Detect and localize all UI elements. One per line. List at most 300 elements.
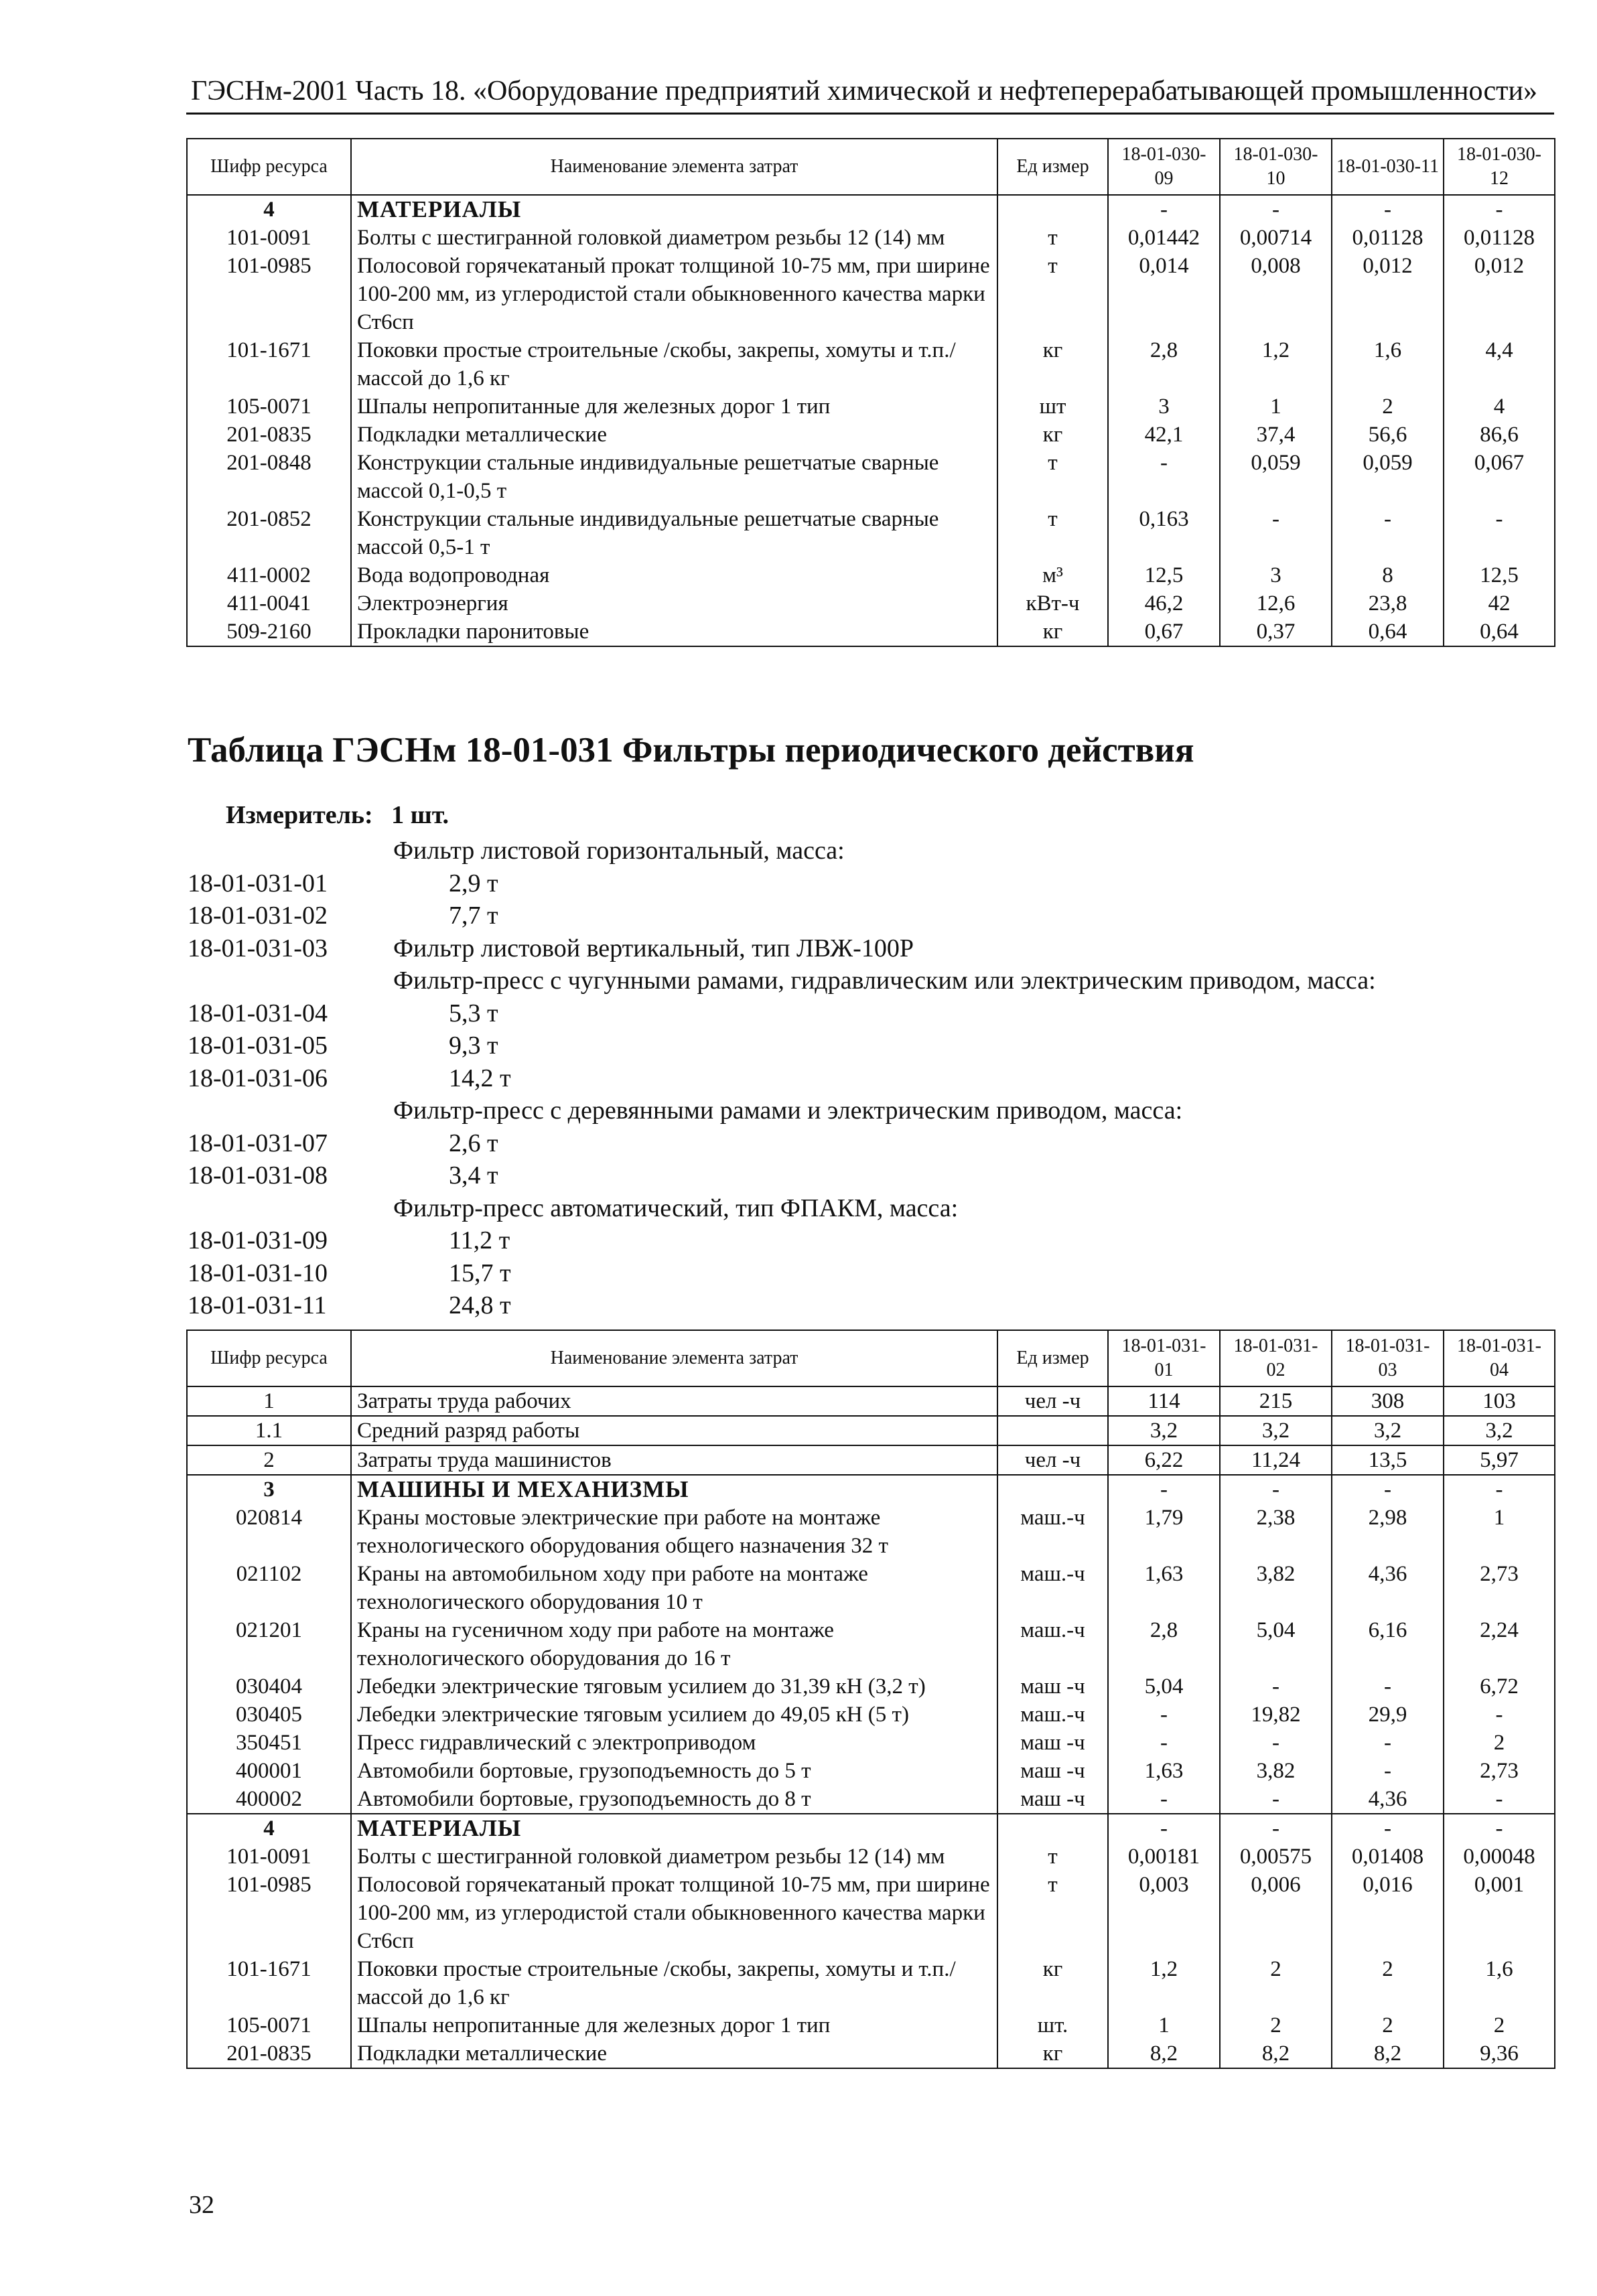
value-cell: 2,73	[1444, 1560, 1555, 1616]
resource-code: 411-0002	[187, 561, 351, 589]
spec-mass: 11,2 т	[449, 1226, 510, 1254]
spec-mass: 7,7 т	[449, 902, 498, 930]
resource-code: 101-1671	[187, 336, 351, 392]
resource-name: Подкладки металлические	[351, 2039, 997, 2068]
spec-line	[188, 1224, 1554, 1257]
meter-row	[226, 800, 449, 830]
value-cell: 5,04	[1108, 1672, 1220, 1701]
section-row	[187, 195, 1555, 224]
resource-name: Болты с шестигранной головкой диаметром резьбы 12 (14) мм	[351, 224, 997, 252]
unit-cell: маш -ч	[997, 1672, 1108, 1701]
spec-mass: 2,9 т	[449, 869, 498, 898]
value-cell: 0,016	[1332, 1871, 1444, 1955]
value-cell: -	[1108, 1814, 1220, 1843]
resource-code: 020814	[187, 1504, 351, 1560]
value-cell: -	[1108, 1701, 1220, 1729]
value-cell: -	[1108, 1729, 1220, 1757]
spec-description: Фильтр-пресс автоматический, тип ФПАКМ, масса:	[393, 1194, 959, 1222]
table-row	[187, 1445, 1555, 1475]
header-code: Шифр ресурса	[187, 139, 351, 195]
value-cell: 0,01128	[1444, 224, 1555, 252]
value-cell: -	[1220, 1785, 1332, 1814]
resource-name: Электроэнергия	[351, 589, 997, 618]
resource-code: 4	[187, 195, 351, 224]
value-cell: 12,6	[1220, 589, 1332, 618]
spec-description: Фильтр-пресс с деревянными рамами и электрическим приводом, масса:	[393, 1096, 1183, 1125]
spec-mass: 14,2 т	[449, 1064, 511, 1092]
unit-cell: маш -ч	[997, 1729, 1108, 1757]
value-cell: 3,2	[1108, 1416, 1220, 1445]
unit-cell	[997, 1416, 1108, 1445]
spec-line	[188, 835, 1554, 867]
unit-cell: чел -ч	[997, 1445, 1108, 1475]
resource-code: 101-1671	[187, 1955, 351, 2011]
table-row	[187, 1560, 1555, 1616]
value-cell: -	[1108, 195, 1220, 224]
resource-code: 101-0091	[187, 224, 351, 252]
value-cell: 8,2	[1332, 2039, 1444, 2068]
value-cell: 2,98	[1332, 1504, 1444, 1560]
spec-mass: 2,6 т	[449, 1129, 498, 1157]
value-cell: 6,22	[1108, 1445, 1220, 1475]
value-cell: 103	[1444, 1386, 1555, 1416]
resource-code: 105-0071	[187, 392, 351, 421]
value-cell: 42,1	[1108, 421, 1220, 449]
value-cell: 0,008	[1220, 252, 1332, 336]
resource-code: 400002	[187, 1785, 351, 1814]
resource-name: Лебедки электрические тяговым усилием до 31,39 кН (3,2 т)	[351, 1672, 997, 1701]
unit-cell: т	[997, 1843, 1108, 1871]
spec-line	[188, 932, 1554, 965]
header-rule	[186, 113, 1554, 115]
value-cell: 0,014	[1108, 252, 1220, 336]
resource-name: Поковки простые строительные /скобы, закрепы, хомуты и т.п./ массой до 1,6 кг	[351, 336, 997, 392]
running-header: ГЭСНм-2001 Часть 18. «Оборудование предприятий химической и нефтеперерабатывающей промышленности»	[191, 76, 1537, 106]
value-cell: 42	[1444, 589, 1555, 618]
value-cell: -	[1332, 1672, 1444, 1701]
value-cell: 19,82	[1220, 1701, 1332, 1729]
value-cell: -	[1108, 1785, 1220, 1814]
value-cell: 2	[1332, 1955, 1444, 2011]
unit-cell: т	[997, 449, 1108, 505]
spec-line	[188, 1289, 1554, 1322]
table-row	[187, 505, 1555, 561]
value-cell: 2,24	[1444, 1616, 1555, 1672]
resource-code: 4	[187, 1814, 351, 1843]
value-cell: 1	[1444, 1504, 1555, 1560]
spec-line	[188, 1062, 1554, 1095]
value-cell: -	[1444, 1701, 1555, 1729]
spec-code: 18-01-031-11	[188, 1291, 327, 1319]
value-cell: -	[1332, 1757, 1444, 1785]
value-cell: 0,012	[1332, 252, 1444, 336]
value-cell: 2,8	[1108, 336, 1220, 392]
value-cell: 3,82	[1220, 1757, 1332, 1785]
resource-name: Затраты труда рабочих	[351, 1386, 997, 1416]
value-cell: 0,003	[1108, 1871, 1220, 1955]
resource-name: Автомобили бортовые, грузоподъемность до 5 т	[351, 1757, 997, 1785]
header-name: Наименование элемента затрат	[351, 1330, 997, 1386]
table-row	[187, 252, 1555, 336]
value-cell: 1	[1108, 2011, 1220, 2039]
value-cell: 2	[1444, 1729, 1555, 1757]
value-cell: -	[1444, 1475, 1555, 1504]
header-col-4: 18-01-031-04	[1444, 1330, 1555, 1386]
value-cell: 37,4	[1220, 421, 1332, 449]
value-cell: 0,059	[1332, 449, 1444, 505]
table-row	[187, 336, 1555, 392]
value-cell: 3,2	[1444, 1416, 1555, 1445]
value-cell: 1,79	[1108, 1504, 1220, 1560]
value-cell: 3,2	[1220, 1416, 1332, 1445]
table-body	[187, 195, 1555, 646]
unit-cell: маш.-ч	[997, 1560, 1108, 1616]
value-cell: -	[1332, 505, 1444, 561]
resource-name: Полосовой горячекатаный прокат толщиной 10-75 мм, при ширине 100-200 мм, из углеродистой стали обыкновенного качества марки Ст6сп	[351, 252, 997, 336]
header-col-4: 18-01-030-12	[1444, 139, 1555, 195]
unit-cell: шт.	[997, 2011, 1108, 2039]
value-cell: 1,63	[1108, 1757, 1220, 1785]
value-cell: 0,006	[1220, 1871, 1332, 1955]
value-cell: 0,00048	[1444, 1843, 1555, 1871]
unit-cell	[997, 1475, 1108, 1504]
spec-line	[188, 964, 1554, 997]
resource-name: Пресс гидравлический с электроприводом	[351, 1729, 997, 1757]
spec-line	[188, 1127, 1554, 1160]
table-row	[187, 1843, 1555, 1871]
table-header	[187, 139, 1555, 195]
value-cell: 23,8	[1332, 589, 1444, 618]
resource-table-2	[186, 1330, 1555, 2069]
value-cell: -	[1220, 1475, 1332, 1504]
header-unit: Ед измер	[997, 139, 1108, 195]
resource-code: 411-0041	[187, 589, 351, 618]
table-row	[187, 1871, 1555, 1955]
resource-name: Автомобили бортовые, грузоподъемность до 8 т	[351, 1785, 997, 1814]
value-cell: 114	[1108, 1386, 1220, 1416]
value-cell: 1,2	[1220, 336, 1332, 392]
value-cell: 0,01408	[1332, 1843, 1444, 1871]
spec-line	[188, 1159, 1554, 1192]
value-cell: 0,00714	[1220, 224, 1332, 252]
value-cell: 1,6	[1444, 1955, 1555, 2011]
value-cell: 308	[1332, 1386, 1444, 1416]
resource-code: 101-0985	[187, 252, 351, 336]
resource-name: Средний разряд работы	[351, 1416, 997, 1445]
value-cell: 6,72	[1444, 1672, 1555, 1701]
header-col-2: 18-01-030-10	[1220, 139, 1332, 195]
resource-name: Вода водопроводная	[351, 561, 997, 589]
spec-description: Фильтр листовой вертикальный, тип ЛВЖ-100Р	[393, 934, 914, 962]
spec-code: 18-01-031-01	[188, 869, 328, 898]
value-cell: -	[1220, 505, 1332, 561]
value-cell: 8	[1332, 561, 1444, 589]
resource-name: Подкладки металлические	[351, 421, 997, 449]
table-row	[187, 2039, 1555, 2068]
resource-code: 350451	[187, 1729, 351, 1757]
unit-cell: кг	[997, 336, 1108, 392]
spec-code: 18-01-031-05	[188, 1031, 328, 1060]
unit-cell: маш.-ч	[997, 1701, 1108, 1729]
value-cell: 215	[1220, 1386, 1332, 1416]
value-cell: 0,37	[1220, 618, 1332, 646]
resource-name: Полосовой горячекатаный прокат толщиной 10-75 мм, при ширине 100-200 мм, из углеродистой стали обыкновенного качества марки Ст6сп	[351, 1871, 997, 1955]
value-cell: 29,9	[1332, 1701, 1444, 1729]
unit-cell: кг	[997, 1955, 1108, 2011]
spec-line	[188, 1029, 1554, 1062]
value-cell: 2	[1220, 1955, 1332, 2011]
value-cell: 12,5	[1108, 561, 1220, 589]
value-cell: -	[1220, 1814, 1332, 1843]
meter-label: Измеритель:	[226, 801, 373, 829]
spec-mass: 9,3 т	[449, 1031, 498, 1060]
spec-line	[188, 1257, 1554, 1290]
resource-name: Конструкции стальные индивидуальные решетчатые сварные массой 0,5-1 т	[351, 505, 997, 561]
value-cell: 8,2	[1108, 2039, 1220, 2068]
table-row	[187, 392, 1555, 421]
table-row	[187, 1616, 1555, 1672]
resource-code: 201-0852	[187, 505, 351, 561]
spec-code: 18-01-031-10	[188, 1259, 328, 1287]
resource-name: МАТЕРИАЛЫ	[351, 195, 997, 224]
value-cell: 5,04	[1220, 1616, 1332, 1672]
spec-code: 18-01-031-07	[188, 1129, 328, 1157]
resource-code: 030405	[187, 1701, 351, 1729]
value-cell: 4,36	[1332, 1560, 1444, 1616]
header-name: Наименование элемента затрат	[351, 139, 997, 195]
value-cell: 0,012	[1444, 252, 1555, 336]
spec-mass: 24,8 т	[449, 1291, 511, 1319]
value-cell: 2,8	[1108, 1616, 1220, 1672]
resource-code: 3	[187, 1475, 351, 1504]
spec-code: 18-01-031-06	[188, 1064, 328, 1092]
table-row	[187, 2011, 1555, 2039]
resource-name: МАТЕРИАЛЫ	[351, 1814, 997, 1843]
resource-code: 1.1	[187, 1416, 351, 1445]
header-col-1: 18-01-031-01	[1108, 1330, 1220, 1386]
value-cell: 2,73	[1444, 1757, 1555, 1785]
value-cell: 1,2	[1108, 1955, 1220, 2011]
resource-name: Шпалы непропитанные для железных дорог 1 тип	[351, 392, 997, 421]
value-cell: 6,16	[1332, 1616, 1444, 1672]
value-cell: 3,2	[1332, 1416, 1444, 1445]
page-number: 32	[189, 2191, 214, 2219]
resource-name: МАШИНЫ И МЕХАНИЗМЫ	[351, 1475, 997, 1504]
value-cell: 0,01442	[1108, 224, 1220, 252]
unit-cell: маш.-ч	[997, 1504, 1108, 1560]
value-cell: 56,6	[1332, 421, 1444, 449]
table-row	[187, 1785, 1555, 1814]
table-row	[187, 1729, 1555, 1757]
spec-line	[188, 1094, 1554, 1127]
resource-name: Лебедки электрические тяговым усилием до 49,05 кН (5 т)	[351, 1701, 997, 1729]
unit-cell: кг	[997, 2039, 1108, 2068]
value-cell: 1,6	[1332, 336, 1444, 392]
resource-code: 101-0091	[187, 1843, 351, 1871]
table-row	[187, 1955, 1555, 2011]
unit-cell	[997, 1814, 1108, 1843]
unit-cell: чел -ч	[997, 1386, 1108, 1416]
value-cell: 4,36	[1332, 1785, 1444, 1814]
resource-name: Краны мостовые электрические при работе на монтаже технологического оборудования общего назначения 32 т	[351, 1504, 997, 1560]
header-col-1: 18-01-030-09	[1108, 139, 1220, 195]
value-cell: 0,163	[1108, 505, 1220, 561]
resource-code: 2	[187, 1445, 351, 1475]
spec-line	[188, 1192, 1554, 1225]
value-cell: 9,36	[1444, 2039, 1555, 2068]
spec-code: 18-01-031-08	[188, 1161, 328, 1190]
spec-mass: 15,7 т	[449, 1259, 511, 1287]
value-cell: 2	[1332, 2011, 1444, 2039]
table-row	[187, 449, 1555, 505]
value-cell: -	[1332, 1729, 1444, 1757]
resource-table-1	[186, 138, 1555, 647]
value-cell: 0,00575	[1220, 1843, 1332, 1871]
value-cell: -	[1444, 1814, 1555, 1843]
unit-cell: кг	[997, 618, 1108, 646]
resource-code: 509-2160	[187, 618, 351, 646]
table-row	[187, 1416, 1555, 1445]
section-row	[187, 1814, 1555, 1843]
spec-code: 18-01-031-09	[188, 1226, 328, 1254]
value-cell: -	[1332, 1475, 1444, 1504]
resource-code: 201-0835	[187, 2039, 351, 2068]
spec-description: Фильтр-пресс с чугунными рамами, гидравлическим или электрическим приводом, масса:	[393, 966, 1376, 995]
spec-code: 18-01-031-02	[188, 902, 328, 930]
header-col-3: 18-01-030-11	[1332, 139, 1444, 195]
resource-name: Краны на автомобильном ходу при работе на монтаже технологического оборудования 10 т	[351, 1560, 997, 1616]
value-cell: -	[1108, 449, 1220, 505]
value-cell: 86,6	[1444, 421, 1555, 449]
value-cell: 4	[1444, 392, 1555, 421]
header-col-2: 18-01-031-02	[1220, 1330, 1332, 1386]
resource-code: 021201	[187, 1616, 351, 1672]
table-row	[187, 1757, 1555, 1785]
resource-code: 400001	[187, 1757, 351, 1785]
value-cell: -	[1220, 1672, 1332, 1701]
value-cell: 1,63	[1108, 1560, 1220, 1616]
resource-name: Краны на гусеничном ходу при работе на монтаже технологического оборудования до 16 т	[351, 1616, 997, 1672]
value-cell: -	[1444, 195, 1555, 224]
resource-code: 1	[187, 1386, 351, 1416]
table-row	[187, 561, 1555, 589]
table-row	[187, 1504, 1555, 1560]
resource-code: 201-0835	[187, 421, 351, 449]
unit-cell: т	[997, 1871, 1108, 1955]
value-cell: 12,5	[1444, 561, 1555, 589]
resource-name: Конструкции стальные индивидуальные решетчатые сварные массой 0,1-0,5 т	[351, 449, 997, 505]
value-cell: 0,067	[1444, 449, 1555, 505]
value-cell: 0,01128	[1332, 224, 1444, 252]
value-cell: -	[1108, 1475, 1220, 1504]
spec-mass: 3,4 т	[449, 1161, 498, 1190]
value-cell: 2,38	[1220, 1504, 1332, 1560]
header-code: Шифр ресурса	[187, 1330, 351, 1386]
spec-code: 18-01-031-04	[188, 999, 328, 1027]
table-row	[187, 1701, 1555, 1729]
value-cell: 46,2	[1108, 589, 1220, 618]
resource-code: 030404	[187, 1672, 351, 1701]
unit-cell: шт	[997, 392, 1108, 421]
table-body	[187, 1386, 1555, 2068]
unit-cell: т	[997, 505, 1108, 561]
value-cell: 2	[1220, 2011, 1332, 2039]
value-cell: 3	[1108, 392, 1220, 421]
unit-cell	[997, 195, 1108, 224]
resource-code: 021102	[187, 1560, 351, 1616]
unit-cell: т	[997, 252, 1108, 336]
table-row	[187, 1386, 1555, 1416]
table-header	[187, 1330, 1555, 1386]
unit-cell: м³	[997, 561, 1108, 589]
value-cell: -	[1332, 1814, 1444, 1843]
resource-name: Поковки простые строительные /скобы, закрепы, хомуты и т.п./ массой до 1,6 кг	[351, 1955, 997, 2011]
header-col-3: 18-01-031-03	[1332, 1330, 1444, 1386]
resource-name: Шпалы непропитанные для железных дорог 1 тип	[351, 2011, 997, 2039]
meter-value: 1 шт.	[391, 801, 449, 829]
value-cell: -	[1220, 195, 1332, 224]
value-cell: 11,24	[1220, 1445, 1332, 1475]
value-cell: -	[1444, 1785, 1555, 1814]
value-cell: 0,059	[1220, 449, 1332, 505]
value-cell: 5,97	[1444, 1445, 1555, 1475]
value-cell: 0,00181	[1108, 1843, 1220, 1871]
resource-code: 101-0985	[187, 1871, 351, 1955]
resource-code: 105-0071	[187, 2011, 351, 2039]
value-cell: -	[1444, 505, 1555, 561]
spec-code: 18-01-031-03	[188, 934, 328, 962]
value-cell: -	[1220, 1729, 1332, 1757]
table-title: Таблица ГЭСНм 18-01-031 Фильтры периодического действия	[188, 731, 1194, 770]
resource-name: Прокладки паронитовые	[351, 618, 997, 646]
value-cell: -	[1332, 195, 1444, 224]
value-cell: 0,67	[1108, 618, 1220, 646]
table-row	[187, 1672, 1555, 1701]
value-cell: 0,001	[1444, 1871, 1555, 1955]
header-unit: Ед измер	[997, 1330, 1108, 1386]
unit-cell: маш -ч	[997, 1757, 1108, 1785]
value-cell: 0,64	[1444, 618, 1555, 646]
value-cell: 13,5	[1332, 1445, 1444, 1475]
value-cell: 2	[1444, 2011, 1555, 2039]
resource-name: Затраты труда машинистов	[351, 1445, 997, 1475]
table-row	[187, 618, 1555, 646]
value-cell: 0,64	[1332, 618, 1444, 646]
unit-cell: маш.-ч	[997, 1616, 1108, 1672]
value-cell: 4,4	[1444, 336, 1555, 392]
value-cell: 2	[1332, 392, 1444, 421]
unit-cell: кг	[997, 421, 1108, 449]
value-cell: 3	[1220, 561, 1332, 589]
unit-cell: маш -ч	[997, 1785, 1108, 1814]
spec-description: Фильтр листовой горизонтальный, масса:	[393, 837, 845, 865]
spec-line	[188, 867, 1554, 900]
spec-line	[188, 997, 1554, 1030]
table-row	[187, 589, 1555, 618]
spec-line	[188, 900, 1554, 932]
table-row	[187, 224, 1555, 252]
table-row	[187, 421, 1555, 449]
value-cell: 3,82	[1220, 1560, 1332, 1616]
unit-cell: т	[997, 224, 1108, 252]
resource-name: Болты с шестигранной головкой диаметром резьбы 12 (14) мм	[351, 1843, 997, 1871]
unit-cell: кВт-ч	[997, 589, 1108, 618]
spec-mass: 5,3 т	[449, 999, 498, 1027]
specification-list	[188, 835, 1554, 1322]
resource-code: 201-0848	[187, 449, 351, 505]
value-cell: 1	[1220, 392, 1332, 421]
value-cell: 8,2	[1220, 2039, 1332, 2068]
